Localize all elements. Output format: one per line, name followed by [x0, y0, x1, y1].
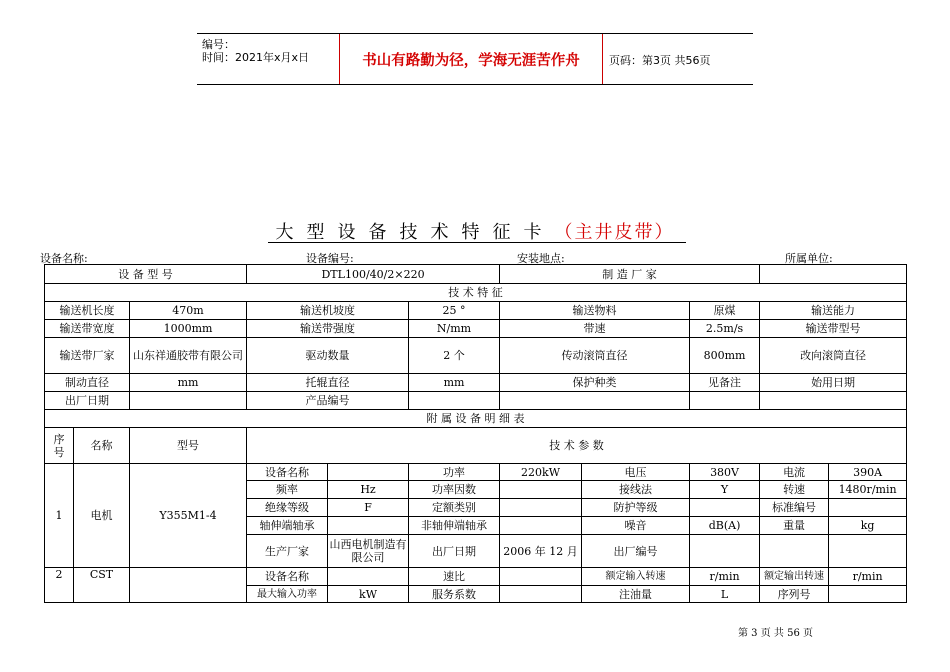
param-cell: 出厂日期 [409, 535, 500, 568]
attach-header-row [45, 410, 907, 428]
model-label: 设 备 型 号 [45, 265, 247, 284]
param-cell: 额定输入转速 [582, 568, 690, 586]
spec-label: 输送机长度 [45, 302, 130, 320]
param-cell [328, 517, 409, 535]
param-cell: 380V [690, 464, 760, 481]
time-label: 时间：2021年x月x日 [202, 51, 310, 64]
spec-value: 470m [130, 302, 247, 320]
motor-seq: 1 [45, 464, 74, 568]
meta-owner-unit: 所属单位: [785, 252, 833, 265]
param-cell: r/min [829, 568, 907, 586]
title-char-ka: 卡 [523, 222, 555, 243]
spec-value: 2 个 [409, 338, 500, 374]
param-cell: Y [690, 481, 760, 499]
param-cell [328, 464, 409, 481]
motor-row [45, 464, 907, 481]
model-value: DTL100/40/2×220 [247, 265, 500, 284]
param-cell: 1480r/min [829, 481, 907, 499]
meta-install-location: 安装地点: [517, 252, 565, 265]
param-cell: 定额类别 [409, 499, 500, 517]
param-cell: 出厂编号 [582, 535, 690, 568]
cst-name: CST [74, 568, 130, 603]
param-cell: Hz [328, 481, 409, 499]
param-cell [829, 535, 907, 568]
param-cell: 设备名称 [247, 568, 328, 586]
param-cell: L [690, 586, 760, 603]
param-cell: kg [829, 517, 907, 535]
param-cell [829, 586, 907, 603]
attach-col-row [45, 428, 907, 464]
param-cell: 非轴伸端轴承 [409, 517, 500, 535]
param-cell: r/min [690, 568, 760, 586]
param-cell: 最大输入功率 [247, 586, 328, 603]
param-cell: 噪音 [582, 517, 690, 535]
param-cell [500, 499, 582, 517]
param-cell [500, 517, 582, 535]
spec-value: 25 ° [409, 302, 500, 320]
spec-row [45, 320, 907, 338]
spec-value: 山东祥通胶带有限公司 [130, 338, 247, 374]
spec-row [45, 374, 907, 392]
spec-value: 1000mm [130, 320, 247, 338]
param-cell: 山西电机制造有限公司 [328, 535, 409, 568]
param-cell: dB(A) [690, 517, 760, 535]
param-cell: 绝缘等级 [247, 499, 328, 517]
page-footer: 第 3 页 共 56 页 [738, 628, 813, 639]
spec-value [130, 392, 247, 410]
spec-label [500, 392, 690, 410]
spec-row [45, 338, 907, 374]
param-cell: 生产厂家 [247, 535, 328, 568]
col-params: 技 术 参 数 [247, 428, 907, 464]
spec-value [690, 392, 760, 410]
header-page-info: 页码：第3页 共56页 [609, 54, 711, 67]
spec-label: 带速 [500, 320, 690, 338]
spec-label: 输送能力 [760, 302, 907, 320]
spec-label: 保护种类 [500, 374, 690, 392]
spec-label: 驱动数量 [247, 338, 409, 374]
maker-value [760, 265, 907, 284]
param-cell: 2006 年 12 月 [500, 535, 582, 568]
meta-equipment-name: 设备名称: [40, 252, 88, 265]
param-cell: 设备名称 [247, 464, 328, 481]
spec-label: 产品编号 [247, 392, 409, 410]
spec-value: mm [130, 374, 247, 392]
spec-value [409, 392, 500, 410]
param-cell: 防护等级 [582, 499, 690, 517]
param-cell [829, 499, 907, 517]
spec-value: N/mm [409, 320, 500, 338]
param-cell: 速比 [409, 568, 500, 586]
param-cell: 电压 [582, 464, 690, 481]
spec-label [760, 392, 907, 410]
spec-table [44, 264, 907, 603]
attach-header: 附 属 设 备 明 细 表 [45, 410, 907, 428]
param-cell: 重量 [760, 517, 829, 535]
spec-value: 见备注 [690, 374, 760, 392]
param-cell [500, 481, 582, 499]
motor-name: 电机 [74, 464, 130, 568]
spec-label: 出厂日期 [45, 392, 130, 410]
spec-row [45, 302, 907, 320]
number-label: 编号： [202, 38, 235, 51]
param-cell [500, 586, 582, 603]
title-underline [268, 242, 686, 243]
spec-label: 制动直径 [45, 374, 130, 392]
maker-label: 制 造 厂 家 [500, 265, 760, 284]
param-cell: 功率 [409, 464, 500, 481]
spec-value: mm [409, 374, 500, 392]
spec-label: 输送物料 [500, 302, 690, 320]
param-cell: 额定输出转速 [760, 568, 829, 586]
spec-value: 原煤 [690, 302, 760, 320]
header-left [202, 38, 309, 64]
col-name: 名称 [74, 428, 130, 464]
param-cell [328, 568, 409, 586]
param-cell [690, 535, 760, 568]
param-cell: F [328, 499, 409, 517]
param-cell: 接线法 [582, 481, 690, 499]
param-cell: 电流 [760, 464, 829, 481]
spec-label: 输送带强度 [247, 320, 409, 338]
param-cell: 390A [829, 464, 907, 481]
param-cell: 频率 [247, 481, 328, 499]
spec-label: 输送机坡度 [247, 302, 409, 320]
param-cell: 转速 [760, 481, 829, 499]
document-title [0, 218, 950, 244]
spec-label: 输送带厂家 [45, 338, 130, 374]
cst-seq: 2 [45, 568, 74, 603]
param-cell: 功率因数 [409, 481, 500, 499]
title-main: 大型设备技术特征 [275, 222, 524, 243]
param-cell: kW [328, 586, 409, 603]
spec-value: 800mm [690, 338, 760, 374]
param-cell: 注油量 [582, 586, 690, 603]
col-model: 型号 [130, 428, 247, 464]
title-suffix: （主井皮带） [554, 222, 675, 243]
param-cell: 220kW [500, 464, 582, 481]
param-cell: 标准编号 [760, 499, 829, 517]
spec-label: 输送带宽度 [45, 320, 130, 338]
param-cell: 序列号 [760, 586, 829, 603]
spec-label: 改向滚筒直径 [760, 338, 907, 374]
spec-row [45, 392, 907, 410]
spec-label: 托辊直径 [247, 374, 409, 392]
cst-model [130, 568, 247, 603]
spec-label: 输送带型号 [760, 320, 907, 338]
tech-header: 技 术 特 征 [45, 284, 907, 302]
meta-equipment-number: 设备编号: [306, 252, 354, 265]
col-seq: 序号 [45, 428, 74, 464]
tech-header-row [45, 284, 907, 302]
spec-label: 始用日期 [760, 374, 907, 392]
spec-label: 传动滚筒直径 [500, 338, 690, 374]
param-cell [500, 568, 582, 586]
header-slogan: 书山有路勤为径，学海无涯苦作舟 [339, 34, 603, 84]
param-cell: 服务系数 [409, 586, 500, 603]
spec-value: 2.5m/s [690, 320, 760, 338]
motor-model: Y355M1-4 [130, 464, 247, 568]
param-cell [760, 535, 829, 568]
page-header [197, 33, 753, 85]
param-cell: 轴伸端轴承 [247, 517, 328, 535]
param-cell [690, 499, 760, 517]
cst-row [45, 568, 907, 586]
model-row [45, 265, 907, 284]
